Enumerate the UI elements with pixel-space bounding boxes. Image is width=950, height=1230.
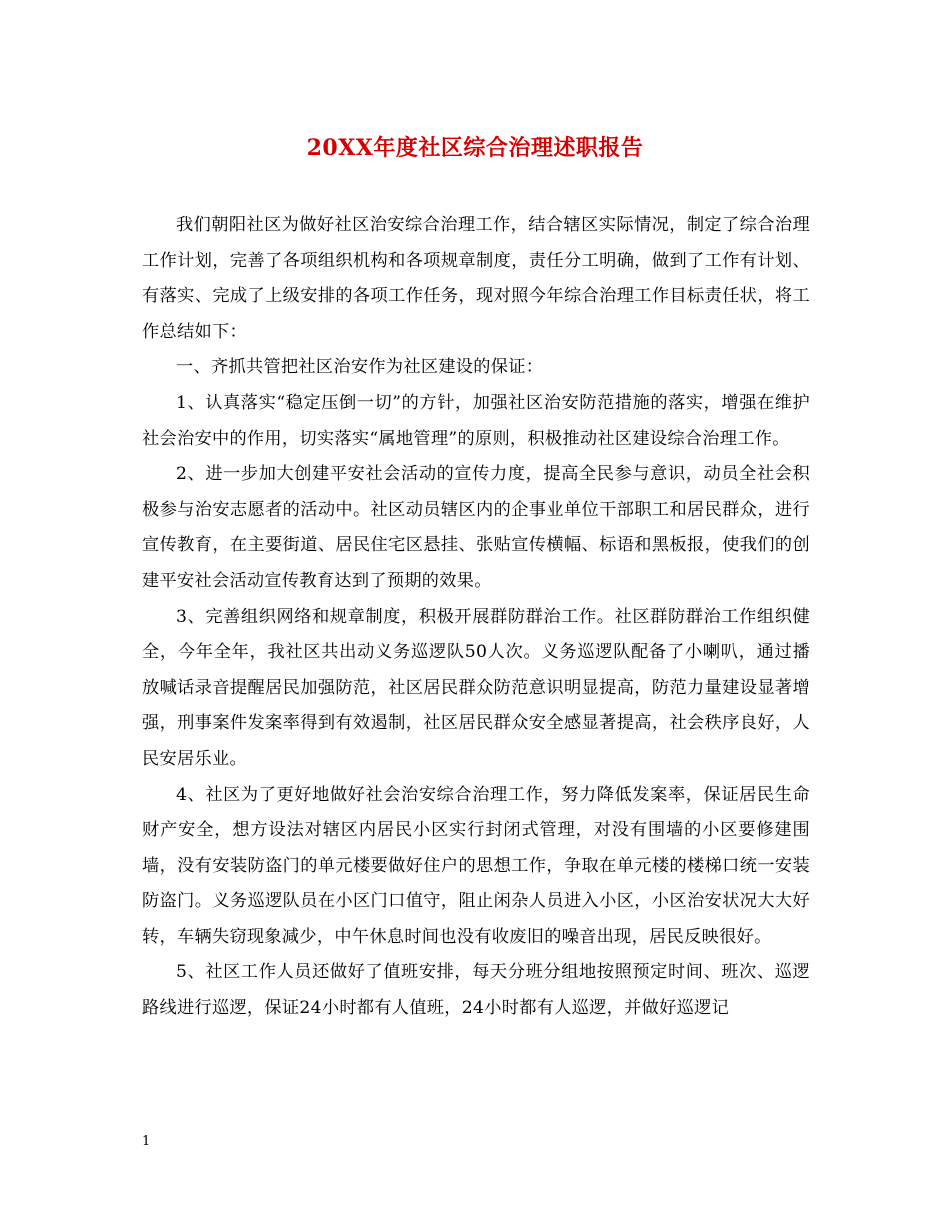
paragraph-intro: 我们朝阳社区为做好社区治安综合治理工作，结合辖区实际情况，制定了综合治理工作计划，完善了各项组织机构和各项规章制度，责任分工明确，做到了工作有计划、有落实、完成了上级安排的各项工作任务，现对照今年综合治理工作目标责任状，将工作总结如下： [142, 215, 810, 342]
paragraph-item-1: 1、认真落实“稳定压倒一切”的方针，加强社区治安防范措施的落实，增强在维护社会治安中的作用，切实落实“属地管理”的原则，积极推动社区建设综合治理工作。 [142, 392, 810, 449]
page-number: 1 [142, 1134, 151, 1149]
section-heading-1: 一、齐抓共管把社区治安作为社区建设的保证： [176, 357, 544, 378]
paragraph-item-5: 5、社区工作人员还做好了值班安排，每天分班分组地按照预定时间、班次、巡逻路线进行巡逻，保证24小时都有人值班，24小时都有人巡逻，并做好巡逻记 [142, 962, 810, 1019]
paragraph-item-4: 4、社区为了更好地做好社会治安综合治理工作，努力降低发案率，保证居民生命财产安全，想方设法对辖区内居民小区实行封闭式管理，对没有围墙的小区要修建围墙，没有安装防盗门的单元楼要做好住户的思想工作，争取在单元楼的楼梯口统一安装防盗门。义务巡逻队员在小区门口值守，阻止闲杂人员进入小区，小区治安状况大大好转，车辆失窃现象减少，中午休息时间也没有收废旧的噪音出现，居民反映很好。 [142, 784, 810, 947]
document-body [142, 208, 810, 1027]
paragraph-item-2: 2、进一步加大创建平安社会活动的宣传力度，提高全民参与意识，动员全社会积极参与治安志愿者的活动中。社区动员辖区内的企事业单位干部职工和居民群众，进行宣传教育，在主要街道、居民住宅区悬挂、张贴宣传横幅、标语和黑板报，使我们的创建平安社会活动宣传教育达到了预期的效果。 [142, 464, 810, 591]
paragraph-item-3: 3、完善组织网络和规章制度，积极开展群防群治工作。社区群防群治工作组织健全，今年全年，我社区共出动义务巡逻队50人次。义务巡逻队配备了小喇叭，通过播放喊话录音提醒居民加强防范，社区居民群众防范意识明显提高，防范力量建设显著增强，刑事案件发案率得到有效遏制，社区居民群众安全感显著提高，社会秩序良好，人民安居乐业。 [142, 606, 810, 769]
document-title: 20XX年度社区综合治理述职报告 [306, 135, 644, 161]
